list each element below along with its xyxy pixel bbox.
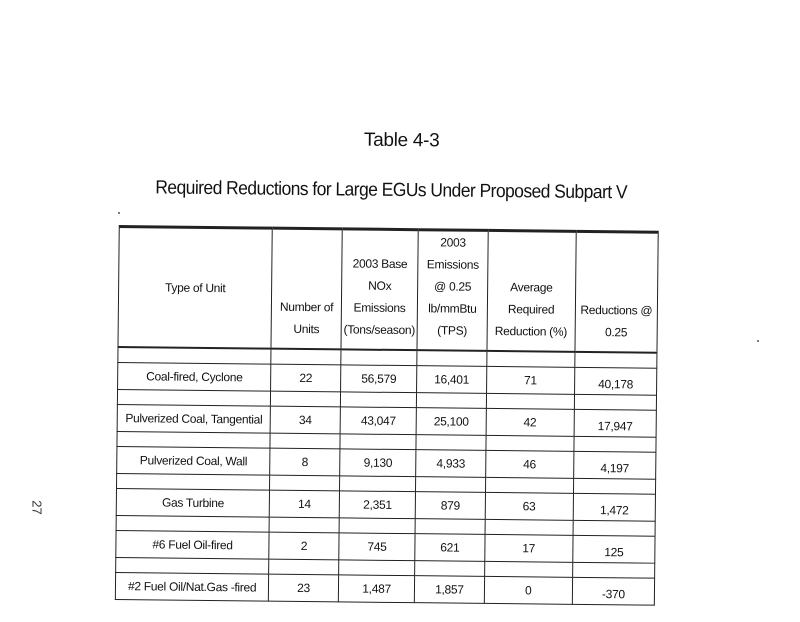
table-subtitle: Required Reductions for Large EGUs Under Proposed Subpart V xyxy=(155,177,628,204)
cell-red: 125 xyxy=(573,535,655,563)
header-row xyxy=(118,227,658,353)
cell-avg: 0 xyxy=(484,576,573,604)
scan-speck xyxy=(757,340,759,342)
cell-emis: 4,933 xyxy=(416,450,485,478)
cell-red: 1,472 xyxy=(573,493,655,521)
header-emissions-at-rate: 2003 Emissions @ 0.25 lb/mmBtu (TPS) xyxy=(417,230,487,351)
header-average-required-reduction: Average Required Reduction (%) xyxy=(487,230,577,351)
cell-base: 2,351 xyxy=(339,491,416,519)
cell-avg: 17 xyxy=(484,534,573,562)
cell-type: #6 Fuel Oil-fired xyxy=(116,531,270,560)
cell-avg: 71 xyxy=(486,366,575,394)
cell-avg: 46 xyxy=(485,450,574,478)
cell-base: 43,047 xyxy=(340,407,417,435)
cell-red: -370 xyxy=(572,577,654,605)
cell-emis: 621 xyxy=(415,534,484,562)
cell-num: 14 xyxy=(270,490,340,518)
header-number-of-units: Number of Units xyxy=(271,228,342,349)
cell-avg: 63 xyxy=(485,492,574,520)
cell-base: 9,130 xyxy=(340,449,417,477)
cell-type: Pulverized Coal, Wall xyxy=(117,447,271,476)
header-type-of-unit: Type of Unit xyxy=(118,227,273,349)
cell-red: 40,178 xyxy=(574,367,656,395)
cell-base: 1,487 xyxy=(338,575,415,603)
cell-type: Coal-fired, Cyclone xyxy=(118,363,272,392)
header-base-nox-emissions: 2003 Base NOx Emissions (Tons/season) xyxy=(341,229,419,350)
cell-emis: 879 xyxy=(416,492,485,520)
cell-red: 4,197 xyxy=(574,451,656,479)
cell-num: 8 xyxy=(270,448,340,476)
table-title: Table 4-3 xyxy=(363,129,440,152)
scan-speck xyxy=(118,212,120,214)
cell-red: 17,947 xyxy=(574,409,656,437)
cell-num: 34 xyxy=(270,406,340,434)
cell-base: 56,579 xyxy=(340,365,417,393)
header-reductions: Reductions @ 0.25 xyxy=(575,231,658,352)
page-number-mark: 27 xyxy=(29,500,45,515)
cell-type: #2 Fuel Oil/Nat.Gas -fired xyxy=(115,573,269,602)
cell-type: Pulverized Coal, Tangential xyxy=(117,405,271,434)
cell-num: 23 xyxy=(269,574,339,602)
cell-emis: 16,401 xyxy=(417,366,486,394)
cell-base: 745 xyxy=(339,533,416,561)
cell-emis: 1,857 xyxy=(415,576,484,604)
table-row xyxy=(115,573,654,606)
cell-num: 2 xyxy=(269,532,339,560)
cell-type: Gas Turbine xyxy=(116,489,270,518)
cell-num: 22 xyxy=(271,364,341,392)
cell-avg: 42 xyxy=(486,408,575,436)
cell-emis: 25,100 xyxy=(416,408,485,436)
reductions-table xyxy=(115,225,659,606)
